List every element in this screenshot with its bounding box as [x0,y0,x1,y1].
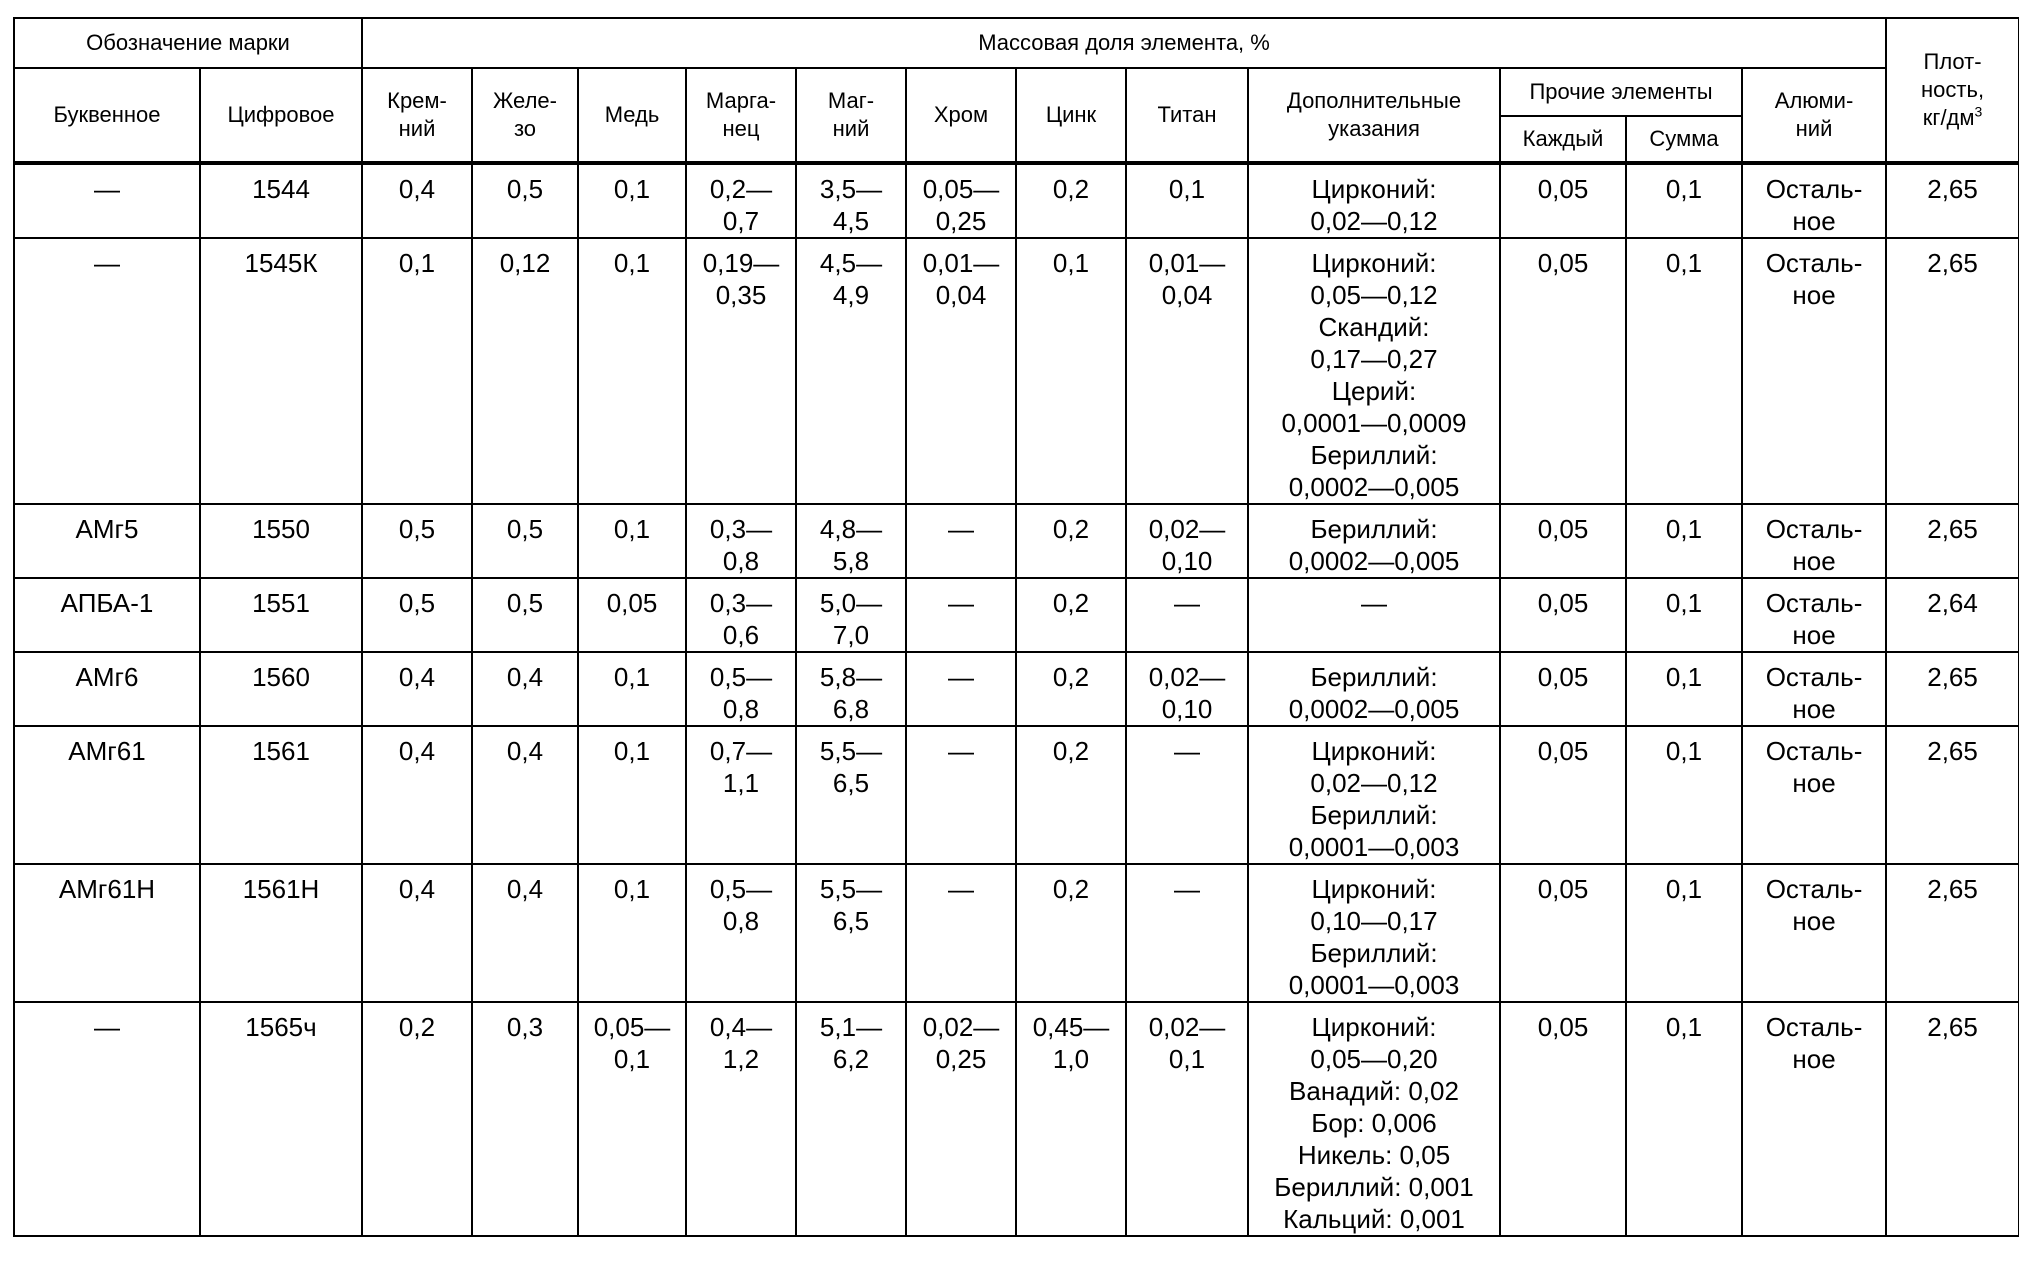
cell-other-sum: 0,1 [1626,1002,1742,1236]
cell-additional-line: Цирконий: [1311,874,1437,904]
cell-titanium-line: 0,04 [1161,280,1213,310]
header-density-exponent: 3 [1974,103,1983,120]
header-density-line1: Плот- [1923,49,1982,74]
cell-magnesium-line: 6,8 [832,694,870,724]
cell-chromium-line: 0,05— [922,174,1000,204]
cell-titanium-line: 0,01— [1148,248,1226,278]
cell-magnesium [796,238,906,504]
cell-additional [1248,726,1500,864]
cell-manganese-line: 0,8 [722,694,760,724]
cell-aluminium [1742,726,1886,864]
cell-magnesium-line: 6,2 [832,1044,870,1074]
cell-titanium [1126,238,1248,504]
cell-additional-line: 0,0002—0,005 [1288,546,1460,576]
cell-titanium-line: 0,10 [1161,546,1213,576]
cell-digital: 1550 [200,504,362,578]
cell-additional-line: — [1361,588,1387,618]
cell-titanium-line: 0,02— [1148,514,1226,544]
cell-digital: 1545К [200,238,362,504]
cell-manganese [686,726,796,864]
cell-magnesium-line: 4,9 [832,280,870,310]
cell-density: 2,64 [1886,578,2019,652]
cell-copper: 0,1 [578,238,686,504]
cell-iron: 0,12 [472,238,578,504]
cell-manganese-line: 1,1 [722,768,760,798]
cell-additional-line: Бериллий: [1310,800,1438,830]
cell-chromium: — [906,652,1016,726]
cell-zinc-line: 1,0 [1052,1044,1090,1074]
cell-titanium-line: 0,02— [1148,662,1226,692]
cell-letter: АМг6 [14,652,200,726]
cell-titanium [1126,1002,1248,1236]
cell-chromium: — [906,726,1016,864]
cell-density: 2,65 [1886,504,2019,578]
header-titanium: Титан [1126,68,1248,163]
cell-other-sum: 0,1 [1626,163,1742,238]
cell-aluminium-line: Осталь- [1765,248,1863,278]
cell-other-sum: 0,1 [1626,726,1742,864]
cell-additional [1248,864,1500,1002]
cell-other-each: 0,05 [1500,238,1626,504]
header-magnesium-line2: ний [832,116,870,141]
cell-iron: 0,4 [472,726,578,864]
cell-additional-line: 0,05—0,20 [1310,1044,1438,1074]
cell-manganese-line: 0,4— [709,1012,773,1042]
cell-density: 2,65 [1886,238,2019,504]
cell-manganese-line: 0,7— [709,736,773,766]
cell-chromium-line: 0,04 [935,280,987,310]
cell-titanium: — [1126,726,1248,864]
cell-chromium: — [906,504,1016,578]
cell-manganese-line: 0,35 [715,280,767,310]
header-magnesium [796,68,906,163]
cell-titanium: — [1126,864,1248,1002]
cell-digital: 1544 [200,163,362,238]
cell-copper: 0,1 [578,864,686,1002]
cell-titanium [1126,652,1248,726]
cell-other-sum: 0,1 [1626,504,1742,578]
cell-copper-line: 0,1 [613,1044,651,1074]
cell-silicon: 0,4 [362,864,472,1002]
header-iron-line2: зо [513,116,537,141]
cell-chromium-line: 0,25 [935,1044,987,1074]
cell-iron: 0,5 [472,504,578,578]
cell-additional-line: Бор: 0,006 [1311,1108,1437,1138]
cell-additional-line: Скандий: [1318,312,1430,342]
cell-titanium-line: 0,10 [1161,694,1213,724]
cell-magnesium [796,504,906,578]
header-aluminium-line2: ний [1795,116,1833,141]
cell-aluminium-line: Осталь- [1765,588,1863,618]
cell-other-each: 0,05 [1500,864,1626,1002]
cell-manganese [686,1002,796,1236]
cell-magnesium-line: 4,8— [819,514,883,544]
cell-manganese [686,504,796,578]
cell-additional-line: Бериллий: [1310,440,1438,470]
header-sum: Сумма [1626,116,1742,163]
cell-manganese [686,652,796,726]
cell-aluminium [1742,864,1886,1002]
header-digital: Цифровое [200,68,362,163]
header-magnesium-line1: Маг- [827,88,875,113]
cell-digital: 1565ч [200,1002,362,1236]
header-manganese-line1: Марга- [705,88,777,113]
cell-magnesium [796,864,906,1002]
header-zinc: Цинк [1016,68,1126,163]
cell-silicon: 0,4 [362,163,472,238]
cell-zinc: 0,2 [1016,504,1126,578]
table-row [14,652,2019,726]
cell-additional-line: 0,0001—0,0009 [1281,408,1467,438]
header-density-line2: ность, [1921,77,1985,102]
header-aluminium-line1: Алюми- [1774,88,1854,113]
cell-chromium [906,163,1016,238]
header-each: Каждый [1500,116,1626,163]
cell-copper: 0,1 [578,652,686,726]
cell-magnesium [796,163,906,238]
cell-additional [1248,652,1500,726]
cell-chromium-line: 0,01— [922,248,1000,278]
cell-density: 2,65 [1886,726,2019,864]
cell-additional [1248,1002,1500,1236]
cell-silicon: 0,4 [362,652,472,726]
cell-letter: АМг5 [14,504,200,578]
cell-additional-line: Цирконий: [1311,736,1437,766]
cell-iron: 0,5 [472,578,578,652]
cell-manganese-line: 0,3— [709,514,773,544]
header-additional-line2: указания [1328,116,1420,141]
cell-manganese-line: 0,8 [722,546,760,576]
cell-additional-line: 0,0001—0,003 [1288,832,1460,862]
cell-manganese [686,578,796,652]
header-designation: Обозначение марки [14,18,362,68]
cell-additional-line: Бериллий: 0,001 [1274,1172,1474,1202]
cell-manganese-line: 0,6 [722,620,760,650]
cell-manganese-line: 0,2— [709,174,773,204]
cell-aluminium-line: Осталь- [1765,736,1863,766]
cell-manganese-line: 0,7 [722,206,760,236]
cell-additional-line: 0,10—0,17 [1310,906,1438,936]
cell-magnesium [796,578,906,652]
cell-silicon: 0,1 [362,238,472,504]
cell-additional-line: 0,02—0,12 [1310,768,1438,798]
cell-letter: АМг61Н [14,864,200,1002]
cell-copper: 0,1 [578,726,686,864]
table-row [14,238,2019,504]
cell-magnesium [796,726,906,864]
cell-aluminium-line: ное [1792,694,1836,724]
cell-additional-line: Цирконий: [1311,1012,1437,1042]
cell-manganese [686,163,796,238]
cell-letter: — [14,238,200,504]
cell-additional [1248,163,1500,238]
cell-iron: 0,4 [472,652,578,726]
header-silicon-line1: Крем- [387,88,447,113]
alloy-composition-table-wrapper [13,17,2019,1237]
cell-aluminium-line: Осталь- [1765,174,1863,204]
cell-magnesium-line: 5,1— [819,1012,883,1042]
cell-copper [578,1002,686,1236]
cell-additional-line: Ванадий: 0,02 [1289,1076,1459,1106]
cell-density: 2,65 [1886,163,2019,238]
cell-manganese [686,864,796,1002]
header-manganese-line2: нец [722,116,760,141]
cell-titanium-line: 0,1 [1168,1044,1206,1074]
cell-copper: 0,05 [578,578,686,652]
cell-aluminium [1742,504,1886,578]
cell-zinc: 0,2 [1016,726,1126,864]
cell-magnesium-line: 3,5— [819,174,883,204]
cell-density: 2,65 [1886,864,2019,1002]
header-mass-fraction: Массовая доля элемента, % [362,18,1886,68]
cell-titanium-line: 0,02— [1148,1012,1226,1042]
header-other-elements: Прочие элементы [1500,68,1742,116]
cell-manganese-line: 0,8 [722,906,760,936]
cell-additional-line: Цирконий: [1311,174,1437,204]
cell-letter: АМг61 [14,726,200,864]
cell-aluminium-line: ное [1792,768,1836,798]
cell-aluminium-line: ное [1792,1044,1836,1074]
cell-magnesium-line: 6,5 [832,768,870,798]
cell-other-each: 0,05 [1500,652,1626,726]
cell-additional-line: Цирконий: [1311,248,1437,278]
cell-letter: — [14,1002,200,1236]
cell-titanium: — [1126,578,1248,652]
cell-other-sum: 0,1 [1626,864,1742,1002]
header-letter: Буквенное [14,68,200,163]
cell-titanium [1126,504,1248,578]
cell-chromium [906,238,1016,504]
cell-chromium: — [906,578,1016,652]
cell-aluminium-line: ное [1792,546,1836,576]
cell-additional-line: Церий: [1331,376,1417,406]
cell-aluminium [1742,652,1886,726]
cell-other-each: 0,05 [1500,726,1626,864]
header-silicon [362,68,472,163]
table-row [14,1002,2019,1236]
header-density-line3: кг/дм [1922,105,1975,130]
table-row [14,726,2019,864]
cell-silicon: 0,5 [362,504,472,578]
cell-additional-line: Никель: 0,05 [1297,1140,1451,1170]
cell-manganese-line: 1,2 [722,1044,760,1074]
cell-additional-line: Бериллий: [1310,514,1438,544]
cell-magnesium-line: 5,0— [819,588,883,618]
cell-aluminium-line: ное [1792,620,1836,650]
cell-aluminium-line: Осталь- [1765,874,1863,904]
cell-manganese-line: 0,5— [709,662,773,692]
cell-letter: — [14,163,200,238]
cell-zinc: 0,1 [1016,238,1126,504]
cell-magnesium-line: 5,5— [819,874,883,904]
cell-iron: 0,3 [472,1002,578,1236]
cell-density: 2,65 [1886,652,2019,726]
cell-zinc: 0,2 [1016,578,1126,652]
cell-magnesium-line: 5,8— [819,662,883,692]
cell-magnesium [796,652,906,726]
cell-zinc [1016,1002,1126,1236]
cell-zinc: 0,2 [1016,163,1126,238]
cell-aluminium-line: ное [1792,906,1836,936]
cell-additional-line: 0,05—0,12 [1310,280,1438,310]
cell-magnesium-line: 5,8 [832,546,870,576]
cell-other-sum: 0,1 [1626,238,1742,504]
header-iron [472,68,578,163]
header-copper: Медь [578,68,686,163]
cell-magnesium-line: 4,5— [819,248,883,278]
cell-copper: 0,1 [578,163,686,238]
cell-magnesium [796,1002,906,1236]
cell-silicon: 0,4 [362,726,472,864]
cell-additional-line: Бериллий: [1310,662,1438,692]
cell-aluminium-line: ное [1792,206,1836,236]
cell-manganese-line: 0,3— [709,588,773,618]
cell-additional-line: Кальций: 0,001 [1283,1204,1465,1234]
cell-other-sum: 0,1 [1626,578,1742,652]
cell-aluminium [1742,1002,1886,1236]
cell-aluminium [1742,578,1886,652]
cell-titanium: 0,1 [1126,163,1248,238]
cell-other-sum: 0,1 [1626,652,1742,726]
header-additional [1248,68,1500,163]
cell-digital: 1561 [200,726,362,864]
cell-magnesium-line: 6,5 [832,906,870,936]
cell-additional-line: 0,17—0,27 [1310,344,1438,374]
cell-digital: 1560 [200,652,362,726]
cell-magnesium-line: 7,0 [832,620,870,650]
cell-manganese-line: 0,19— [702,248,780,278]
cell-copper-line: 0,05— [593,1012,671,1042]
cell-additional-line: 0,0002—0,005 [1288,694,1460,724]
cell-iron: 0,5 [472,163,578,238]
header-chromium: Хром [906,68,1016,163]
cell-magnesium-line: 4,5 [832,206,870,236]
cell-additional-line: Бериллий: [1310,938,1438,968]
cell-chromium-line: 0,25 [935,206,987,236]
cell-aluminium-line: Осталь- [1765,514,1863,544]
cell-additional-line: 0,0001—0,003 [1288,970,1460,1000]
header-additional-line1: Дополнительные [1286,88,1462,113]
cell-magnesium-line: 5,5— [819,736,883,766]
cell-aluminium-line: Осталь- [1765,662,1863,692]
header-iron-line1: Желе- [493,88,557,113]
cell-aluminium [1742,238,1886,504]
cell-chromium: — [906,864,1016,1002]
table-row [14,578,2019,652]
cell-other-each: 0,05 [1500,504,1626,578]
cell-zinc: 0,2 [1016,864,1126,1002]
cell-zinc: 0,2 [1016,652,1126,726]
cell-zinc-line: 0,45— [1032,1012,1110,1042]
cell-additional [1248,238,1500,504]
cell-density: 2,65 [1886,1002,2019,1236]
cell-additional [1248,504,1500,578]
cell-iron: 0,4 [472,864,578,1002]
cell-manganese-line: 0,5— [709,874,773,904]
cell-manganese [686,238,796,504]
cell-chromium-line: 0,02— [922,1012,1000,1042]
table-row [14,163,2019,238]
cell-copper: 0,1 [578,504,686,578]
table-row [14,504,2019,578]
header-aluminium [1742,68,1886,163]
table-row [14,864,2019,1002]
cell-other-each: 0,05 [1500,578,1626,652]
cell-digital: 1561Н [200,864,362,1002]
cell-other-each: 0,05 [1500,163,1626,238]
header-manganese [686,68,796,163]
cell-aluminium [1742,163,1886,238]
header-silicon-line2: ний [398,116,436,141]
cell-aluminium-line: Осталь- [1765,1012,1863,1042]
cell-chromium [906,1002,1016,1236]
cell-additional-line: 0,02—0,12 [1310,206,1438,236]
cell-aluminium-line: ное [1792,280,1836,310]
cell-additional-line: 0,0002—0,005 [1288,472,1460,502]
table-body [14,163,2019,1236]
cell-silicon: 0,2 [362,1002,472,1236]
header-density [1886,18,2019,163]
cell-other-each: 0,05 [1500,1002,1626,1236]
cell-digital: 1551 [200,578,362,652]
cell-silicon: 0,5 [362,578,472,652]
cell-letter: АПБА-1 [14,578,200,652]
alloy-composition-table [13,17,2019,1237]
cell-additional [1248,578,1500,652]
